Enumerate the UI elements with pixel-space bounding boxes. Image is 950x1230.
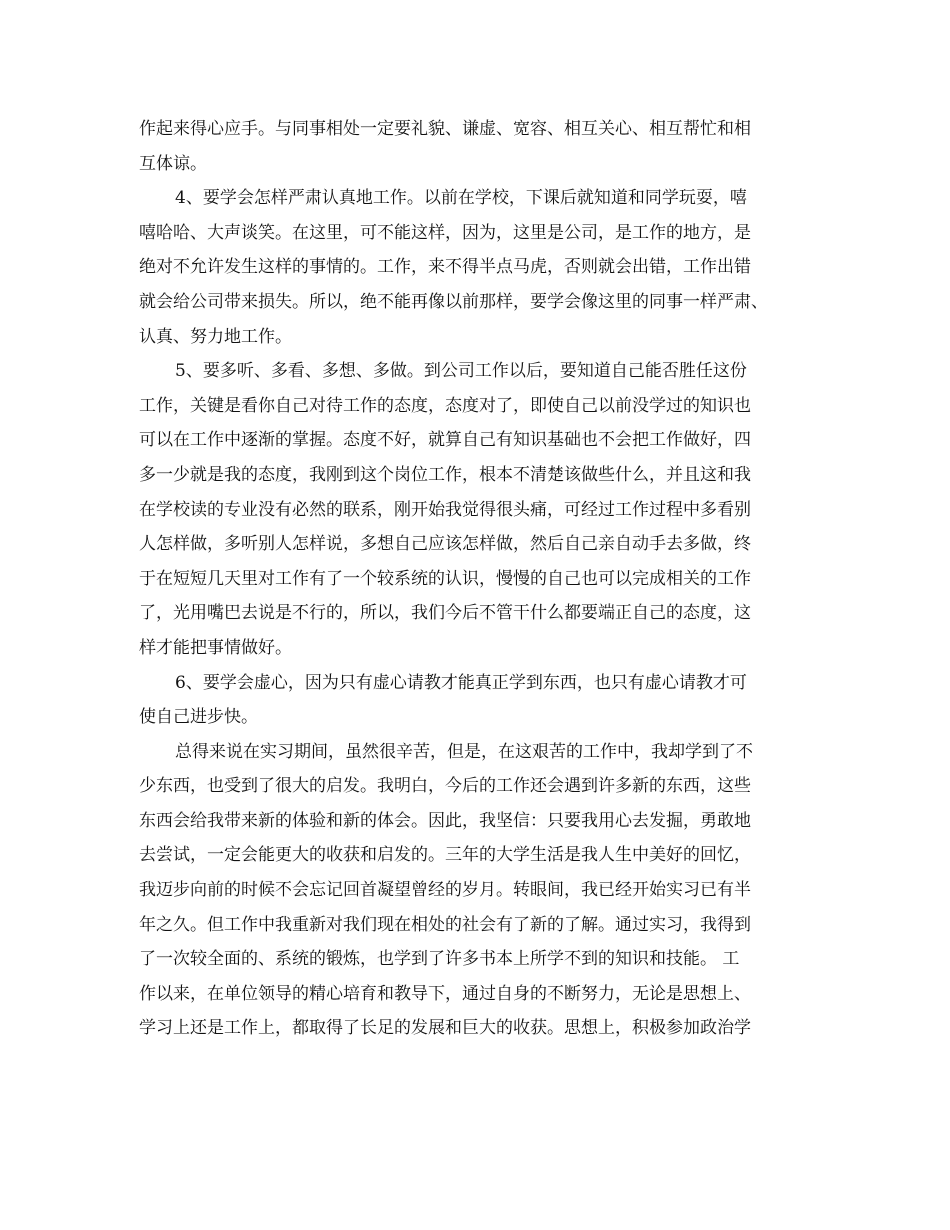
text-line-12: 在学校读的专业没有必然的联系，刚开始我觉得很头痛，可经过工作过程中多看别 [139, 499, 751, 520]
text-line-4: 嘻哈哈、大声谈笑。在这里，可不能这样，因为，这里是公司，是工作的地方，是 [139, 222, 751, 243]
text-line-13: 人怎样做，多听别人怎样说，多想自己应该怎样做，然后自己亲自动手去多做，终 [139, 534, 751, 555]
text-line-25: 了一次较全面的、系统的锻炼，也学到了许多书本上所学不到的知识和技能。 工 [139, 949, 740, 970]
document-body [139, 112, 819, 1046]
text-line-22: 去尝试，一定会能更大的收获和启发的。三年的大学生活是我人生中美好的回忆， [139, 845, 751, 866]
text-line-17: 6、要学会虚心，因为只有虚心请教才能真正学到东西，也只有虚心请教才可 [175, 672, 747, 693]
text-line-27: 学习上还是工作上，都取得了长足的发展和巨大的收获。思想上，积极参加政治学 [139, 1018, 751, 1039]
text-line-18: 使自己进步快。 [139, 707, 258, 728]
text-line-7: 认真、努力地工作。 [139, 326, 292, 347]
text-line-21: 东西会给我带来新的体验和新的体会。因此，我坚信：只要我用心去发掘，勇敢地 [139, 810, 751, 831]
text-line-9: 工作，关键是看你自己对待工作的态度，态度对了，即使自己以前没学过的知识也 [139, 395, 751, 416]
text-line-11: 多一少就是我的态度，我刚到这个岗位工作，根本不清楚该做些什么，并且这和我 [139, 464, 751, 485]
text-line-14: 于在短短几天里对工作有了一个较系统的认识，慢慢的自己也可以完成相关的工作 [139, 568, 751, 589]
text-line-6: 就会给公司带来损失。所以，绝不能再像以前那样，要学会像这里的同事一样严肃、 [139, 291, 768, 312]
text-line-23: 我迈步向前的时候不会忘记回首凝望曾经的岁月。转眼间，我已经开始实习已有半 [139, 880, 751, 901]
text-line-8: 5、要多听、多看、多想、多做。到公司工作以后，要知道自己能否胜任这份 [175, 361, 747, 382]
text-line-24: 年之久。但工作中我重新对我们现在相处的社会有了新的了解。通过实习，我得到 [139, 914, 751, 935]
text-line-16: 样才能把事情做好。 [139, 637, 292, 658]
text-line-19: 总得来说在实习期间，虽然很辛苦，但是，在这艰苦的工作中，我却学到了不 [175, 741, 753, 762]
text-line-15: 了，光用嘴巴去说是不行的，所以，我们今后不管干什么都要端正自己的态度，这 [139, 603, 751, 624]
text-line-26: 作以来，在单位领导的精心培育和教导下，通过自身的不断努力，无论是思想上、 [139, 983, 751, 1004]
text-line-2: 互体谅。 [139, 153, 207, 174]
text-line-3: 4、要学会怎样严肃认真地工作。以前在学校，下课后就知道和同学玩耍，嘻 [175, 188, 747, 209]
text-line-10: 可以在工作中逐渐的掌握。态度不好，就算自己有知识基础也不会把工作做好，四 [139, 430, 751, 451]
text-line-5: 绝对不允许发生这样的事情的。工作，来不得半点马虎，否则就会出错，工作出错 [139, 257, 751, 278]
text-line-1: 作起来得心应手。与同事相处一定要礼貌、谦虚、宽容、相互关心、相互帮忙和相 [139, 119, 751, 139]
text-line-20: 少东西，也受到了很大的启发。我明白，今后的工作还会遇到许多新的东西，这些 [139, 776, 751, 797]
